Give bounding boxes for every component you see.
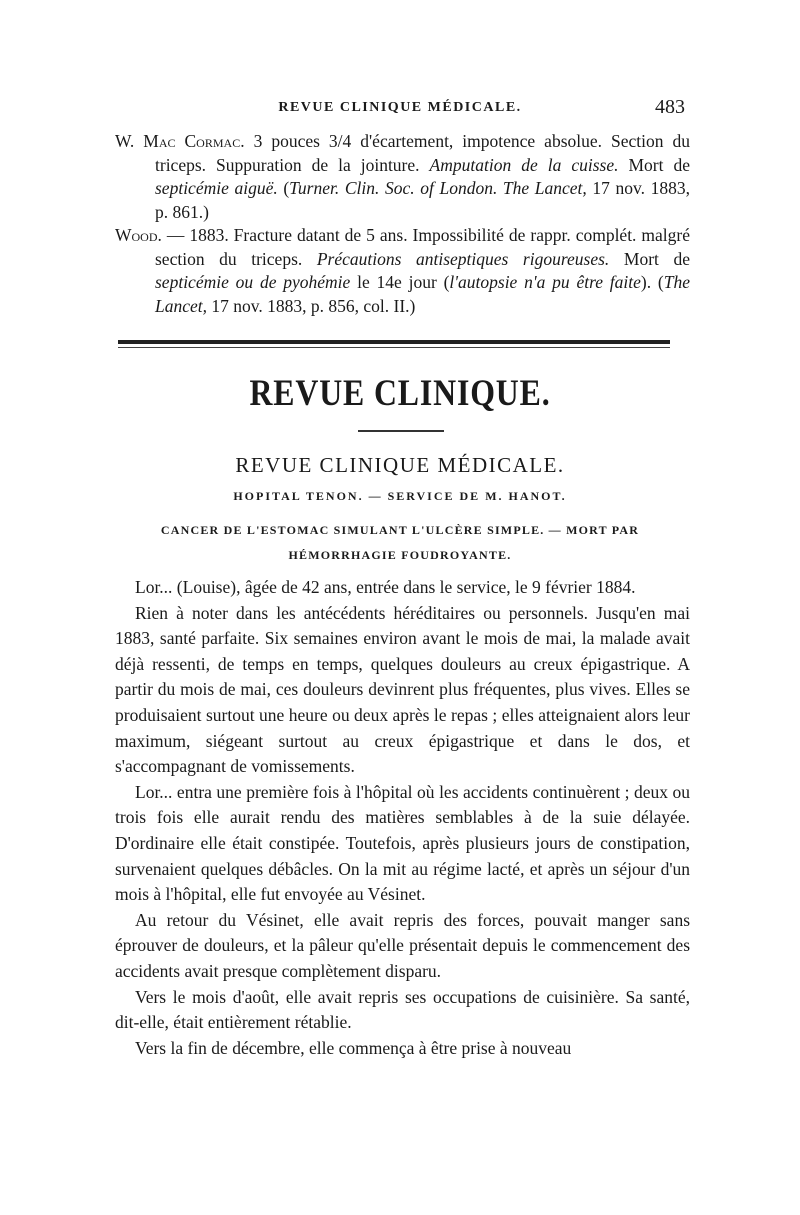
reference-text: Mort de (609, 248, 690, 269)
reference-italic: septicémie aiguë. (155, 178, 278, 198)
reference-author: Wood. (115, 225, 162, 245)
running-title: REVUE CLINIQUE MÉDICALE. (278, 100, 522, 115)
reference-text: 17 nov. 1883, p. 856, col. II.) (207, 295, 416, 316)
reference-italic: Turner. Clin. Soc. of London. The Lancet, (289, 178, 587, 198)
page-number: 483 (655, 96, 685, 118)
reference-text: — 1883. Fracture datant de 5 ans. Impossibilité de rappr. complét. malgré section du triceps. (155, 225, 690, 269)
paragraph: Vers la fin de décembre, elle commença à être prise à nouveau (135, 1037, 572, 1058)
reference-text: ( (277, 178, 290, 198)
reference-italic: l'autopsie n'a pu être faite (449, 272, 641, 292)
reference-text: Mort de (618, 154, 690, 175)
running-head (115, 96, 685, 124)
paragraph: Vers le mois d'août, elle avait repris ses occupations de cuisinière. Sa santé, dit-elle, était entièrement rétablie. (115, 986, 690, 1033)
reference-item (115, 224, 690, 318)
reference-text: ). ( (640, 272, 664, 292)
case-title: CANCER DE L'ESTOMAC SIMULANT L'ULCÈRE SIMPLE. — MORT PAR HÉMORRHAGIE FOUDROYANTE. (160, 523, 640, 562)
reference-text: 3 pouces 3/4 d'écartement, impotence absolue. Section du triceps. Suppuration de la jointure. (155, 131, 691, 175)
section-divider-thick (118, 340, 670, 344)
reference-italic: Précautions antiseptiques rigoureuses. (316, 248, 610, 269)
title-underline (358, 430, 444, 432)
reference-item (115, 130, 690, 224)
body-text (115, 575, 690, 1061)
section-title: REVUE CLINIQUE MÉDICALE. (235, 453, 565, 477)
section-divider-thin (118, 347, 670, 348)
main-title: REVUE CLINIQUE. (249, 373, 551, 414)
reference-italic: septicémie ou de pyohémie (155, 272, 351, 292)
reference-text: le 14e jour ( (350, 272, 450, 292)
reference-author: W. Mac Cormac. (115, 131, 245, 151)
paragraph: Lor... (Louise), âgée de 42 ans, entrée dans le service, le 9 février 1884. (135, 577, 636, 597)
reference-list (115, 130, 690, 318)
paragraph: Rien à noter dans les antécédents héréditaires ou personnels. Jusqu'en mai 1883, santé parfaite. Six semaines environ avant le mois de mai, la malade avait déjà ressenti, de temps en temps, quelques douleurs au creux épigastrique. A partir du mois de mai, ces douleurs devinrent plus fréquentes, plus vives. Elles se produisaient surtout une heure ou deux après le repas ; elles atteignaient alors leur maximum, siégeant surtout au creux épigastrique et dans le dos, et s'accompagnant de vomissements. (115, 602, 690, 777)
paragraph: Au retour du Vésinet, elle avait repris des forces, pouvait manger sans éprouver de douleurs, et la pâleur qu'elle présentait depuis le commencement des accidents avait presque complètement disparu. (115, 909, 690, 981)
hospital-line: HOPITAL TENON. — SERVICE DE M. HANOT. (233, 489, 567, 503)
reference-italic: Amputation de la cuisse. (429, 154, 619, 175)
paragraph: Lor... entra une première fois à l'hôpital où les accidents continuèrent ; deux ou trois fois elle aurait rendu des matières semblables à de la suie délayée. D'ordinaire elle était constipée. Toutefois, après plusieurs jours de constipation, survenaient quelques débâcles. On la mit au régime lacté, et après un séjour d'un mois à l'hôpital, elle fut envoyée au Vésinet. (115, 781, 690, 905)
reference-text: 17 nov. 1883, p. 861.) (155, 178, 690, 222)
reference-italic: The Lancet, (155, 272, 690, 316)
